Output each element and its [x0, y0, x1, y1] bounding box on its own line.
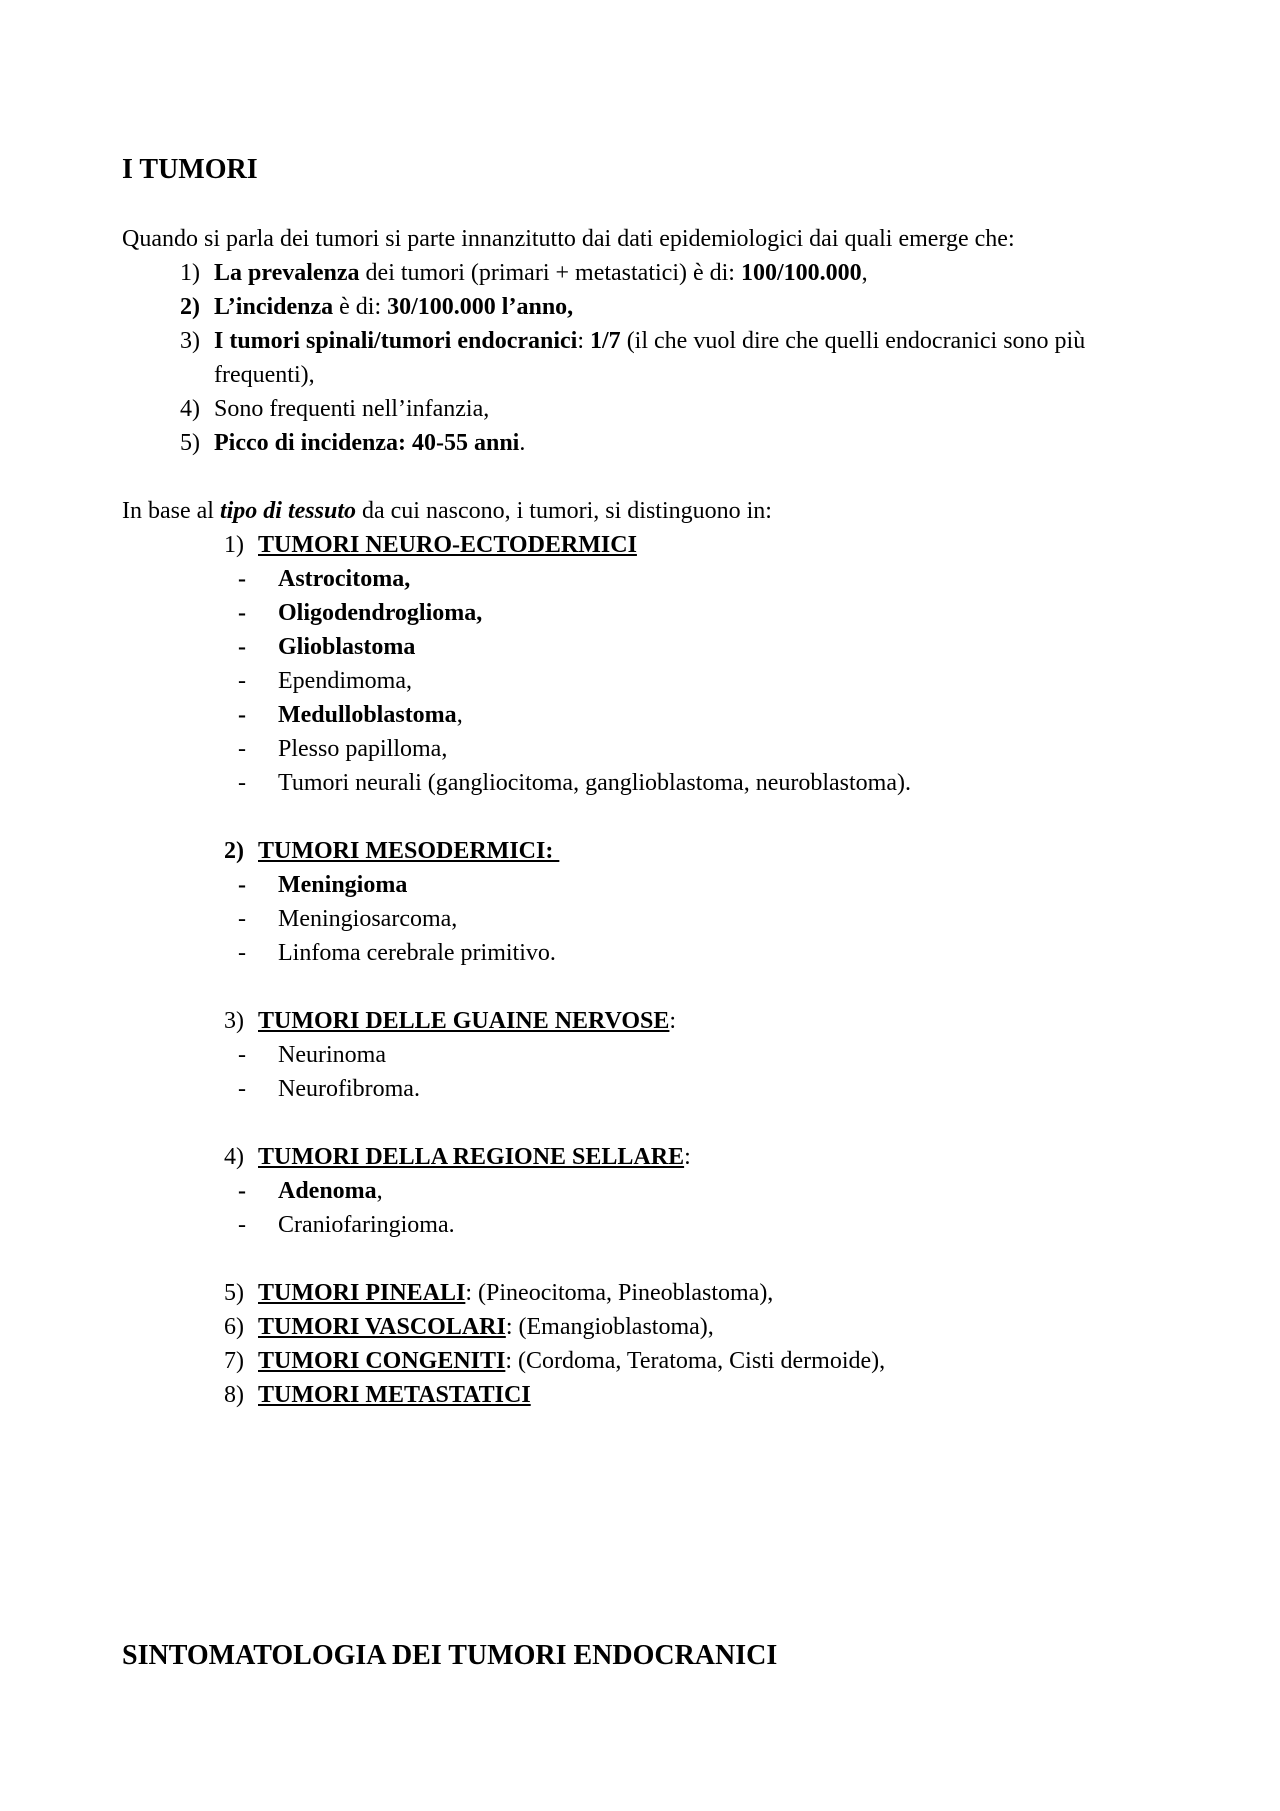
tissue-paragraph: In base al tipo di tessuto da cui nascono, i tumori, si distinguono in:	[122, 498, 772, 524]
section-title-tumori: I TUMORI	[122, 154, 258, 185]
list-item: - Ependimoma,	[238, 668, 412, 694]
list-item: - Plesso papilloma,	[238, 736, 448, 762]
epi-item-5: 5) Picco di incidenza: 40-55 anni.	[180, 430, 526, 456]
list-item: - Medulloblastoma,	[238, 702, 463, 728]
list-item: - Meningioma	[238, 872, 408, 898]
group-pineali: 5) TUMORI PINEALI: (Pineocitoma, Pineoblastoma),	[224, 1280, 774, 1306]
group-mesodermici: 2) TUMORI MESODERMICI:	[224, 838, 560, 864]
epi-item-2: 2) L’incidenza è di: 30/100.000 l’anno,	[180, 294, 574, 320]
list-item: - Oligodendroglioma,	[238, 600, 483, 626]
section-title-sintomatologia: SINTOMATOLOGIA DEI TUMORI ENDOCRANICI	[122, 1640, 778, 1671]
list-item: - Linfoma cerebrale primitivo.	[238, 940, 556, 966]
list-item: - Neurinoma	[238, 1042, 386, 1068]
epi-item-4: 4) Sono frequenti nell’infanzia,	[180, 396, 490, 422]
list-item: - Neurofibroma.	[238, 1076, 420, 1102]
list-item: - Meningiosarcoma,	[238, 906, 458, 932]
intro-paragraph: Quando si parla dei tumori si parte innanzitutto dai dati epidemiologici dai quali emerge che:	[122, 226, 1015, 252]
group-vascolari: 6) TUMORI VASCOLARI: (Emangioblastoma),	[224, 1314, 714, 1340]
group-congeniti: 7) TUMORI CONGENITI: (Cordoma, Teratoma, Cisti dermoide),	[224, 1348, 886, 1374]
document-page	[122, 150, 1162, 1412]
epi-item-3: 3) I tumori spinali/tumori endocranici: 1/7 (il che vuol dire che quelli endocranici sono più frequenti),	[180, 328, 1086, 388]
list-item: - Astrocitoma,	[238, 566, 411, 592]
list-item: - Craniofaringioma.	[238, 1212, 455, 1238]
list-item: - Glioblastoma	[238, 634, 416, 660]
group-regione-sellare: 4) TUMORI DELLA REGIONE SELLARE:	[224, 1144, 691, 1170]
list-item: - Adenoma,	[238, 1178, 383, 1204]
epi-item-1: 1) La prevalenza dei tumori (primari + metastatici) è di: 100/100.000,	[180, 260, 868, 286]
group-neuro-ectodermici: 1) TUMORI NEURO-ECTODERMICI	[224, 532, 637, 558]
group-guaine-nervose: 3) TUMORI DELLE GUAINE NERVOSE:	[224, 1008, 677, 1034]
group-metastatici: 8) TUMORI METASTATICI	[224, 1382, 531, 1408]
list-item: - Tumori neurali (gangliocitoma, ganglioblastoma, neuroblastoma).	[238, 770, 911, 796]
